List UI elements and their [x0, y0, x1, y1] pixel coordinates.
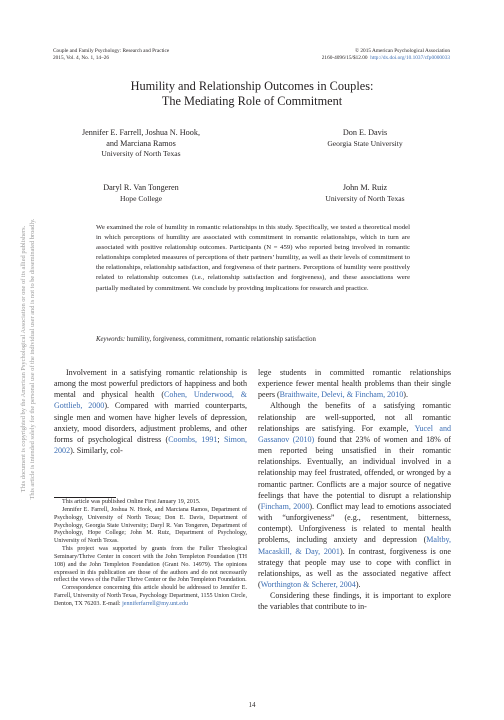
paragraph-text: ).: [355, 579, 361, 589]
intro-paragraph: [54, 367, 247, 456]
citation-link[interactable]: Simon, 2002: [54, 434, 247, 456]
citation-link[interactable]: Yucel and Gassanov (2010): [258, 423, 451, 444]
paragraph-text: found that 23% of women and 18% of men reported being unsatisfied in their romantic relationships. Eventually, an individual involved in a relationship may feel frustrated, offended, or wronged by a romantic partner. Conflicts are a major source of negative feelings that have the potential to disrupt a relationship (: [258, 434, 451, 511]
author-names: Daryl R. Van Tongeren: [103, 183, 179, 192]
author-names: and Marciana Ramos: [106, 138, 176, 148]
author-names: John M. Ruiz: [342, 183, 388, 192]
page-number: 14: [248, 701, 256, 709]
author-affiliation: University of North Texas: [101, 149, 181, 158]
keywords-list: humility, forgiveness, commitment, romantic relationship satisfaction: [126, 336, 316, 343]
footnote-funding: This project was supported by grants from the Fuller Theological Seminary/Thrive Center in concert with the John Templeton Foundation (TH 108) and the John Templeton Foundation (Grant No. 14979). The opinions expressed in this publication are those of the authors and do not necessarily reflect the views of the Fuller Thrive Center or the John Templeton Foundation.: [54, 546, 247, 584]
paragraph-text: ;: [217, 434, 224, 444]
journal-info: [53, 48, 169, 62]
citation-link[interactable]: Coombs, 1991: [168, 434, 218, 444]
citation-link[interactable]: Cohen, Underwood, & Gottlieb, 2000: [54, 390, 247, 411]
journal-name: Couple and Family Psychology: Research and Practice: [53, 48, 170, 54]
title-line-2: The Mediating Role of Commitment: [161, 94, 343, 108]
author-names: Don E. Davis: [342, 128, 388, 137]
watermark-line-1: This document is copyrighted by the American Psychological Association or one of its allied publishers.: [20, 225, 27, 493]
copyright-watermark: [19, 9, 37, 709]
paragraph-text: Considering these findings, it is important to explore the variables that contribute to in-: [258, 591, 451, 612]
footnotes: [54, 499, 247, 609]
paragraph-text: ). Compared with married counterparts, single men and women have higher levels of depression, anxiety, mood disorders, adjustment problems, and other forms of psychological distress (: [54, 401, 247, 444]
left-column-body: [54, 367, 247, 456]
footnote-online-first: This article was published Online First January 19, 2015.: [62, 499, 201, 505]
author-block-4: [290, 183, 440, 204]
watermark-line-2: This article is intended solely for the personal use of the individual user and is not to be disseminated broadly.: [29, 218, 36, 500]
author-affiliation: Hope College: [120, 193, 162, 203]
body-paragraph: [258, 400, 451, 590]
journal-volume: 2015, Vol. 4, No. 1, 14–26: [53, 55, 110, 61]
article-title: [0, 79, 504, 109]
author-block-1: [56, 128, 226, 160]
copyright-notice: © 2015 American Psychological Association: [355, 48, 450, 54]
paragraph-text: Involvement in a satisfying romantic relationship is among the most powerful predictors of happiness and both mental and physical health (: [54, 368, 247, 400]
correspondence-text: Correspondence concerning this article should be addressed to Jennifer E. Farrell, University of North Texas, Psychology Department, 1155 Union Circle, Denton, TX 76203. E-mail:: [54, 585, 247, 607]
footnote-affiliations: Jennifer E. Farrell, Joshua N. Hook, and Marciana Ramos, Department of Psychology, University of North Texas; Don E. Davis, Department of Psychology, Georgia State University; Daryl R. Van Tongeren, Department of Psychology, Hope College; John M. Ruiz, Department of Psychology, University of North Texas.: [54, 506, 247, 545]
author-affiliation: Georgia State University: [327, 138, 403, 148]
paragraph-text: ). In contrast, forgiveness is one strategy that people may use to cope with conflict in relationships, as well as the associated negative affect (: [258, 546, 451, 589]
citation-link[interactable]: Maltby, Macaskill, & Day, 2001: [258, 535, 451, 556]
paragraph-text: ).: [403, 390, 408, 400]
right-column-body: [258, 367, 451, 612]
keywords-label: Keywords:: [96, 336, 126, 343]
paragraph-text: Although the benefits of a satisfying romantic relationship are well-supported, not all romantic relationships are satisfying. For example,: [258, 401, 451, 433]
footnote-correspondence: [54, 585, 247, 609]
email-link[interactable]: jenniferfarrell@my.unt.edu: [122, 600, 189, 607]
abstract: We examined the role of humility in romantic relationships in this study. Specifically, we tested a theoretical model in which perceptions of humility are associated with commitment in romantic relationships, which in turn are associated with positive relationship outcomes. Participants (N = 459) who reported being involved in romantic relationships completed measures of perceptions of their partners’ humility, as well as their levels of commitment to the relationships, relationship satisfaction, and forgiveness of their partners. Perceptions of humility were positively related to relationship outcomes (i.e., relationship satisfaction and forgiveness), and these associations were partially mediated by commitment. We conclude by providing implications for research and practice.: [96, 224, 410, 292]
author-names: Jennifer E. Farrell, Joshua N. Hook,: [81, 128, 200, 137]
body-paragraph: [258, 590, 451, 612]
title-line-1: Humility and Relationship Outcomes in Couples:: [130, 79, 374, 93]
continued-paragraph: [258, 367, 451, 400]
copyright-info: [322, 48, 450, 62]
keywords: [96, 335, 410, 344]
author-block-3: [76, 183, 206, 204]
price-doi-line: [322, 55, 450, 62]
footnote-rule: [54, 497, 116, 498]
paragraph-text: lege students in committed romantic relationships experience fewer mental health problems than their single peers (: [258, 368, 451, 400]
paragraph-text: ). Similarly, col-: [70, 446, 123, 456]
citation-link[interactable]: Braithwaite, Delevi, & Fincham, 2010: [279, 390, 404, 400]
author-block-2: [290, 128, 440, 149]
doi-link[interactable]: http://dx.doi.org/10.1037/cfp0000033: [370, 55, 450, 61]
paragraph-text: ). Conflict may lead to emotions associated with “unforgiveness” (e.g., resentment, bitterness, contempt). Unforgiveness is related to mental health problems, including anxiety and depression (: [258, 501, 451, 545]
citation-link[interactable]: Worthington & Scherer, 2004: [260, 579, 356, 589]
citation-link[interactable]: Fincham, 2000: [260, 501, 310, 511]
author-affiliation: University of North Texas: [325, 193, 405, 203]
price-code: 2160-4096/15/$12.00: [321, 55, 368, 61]
